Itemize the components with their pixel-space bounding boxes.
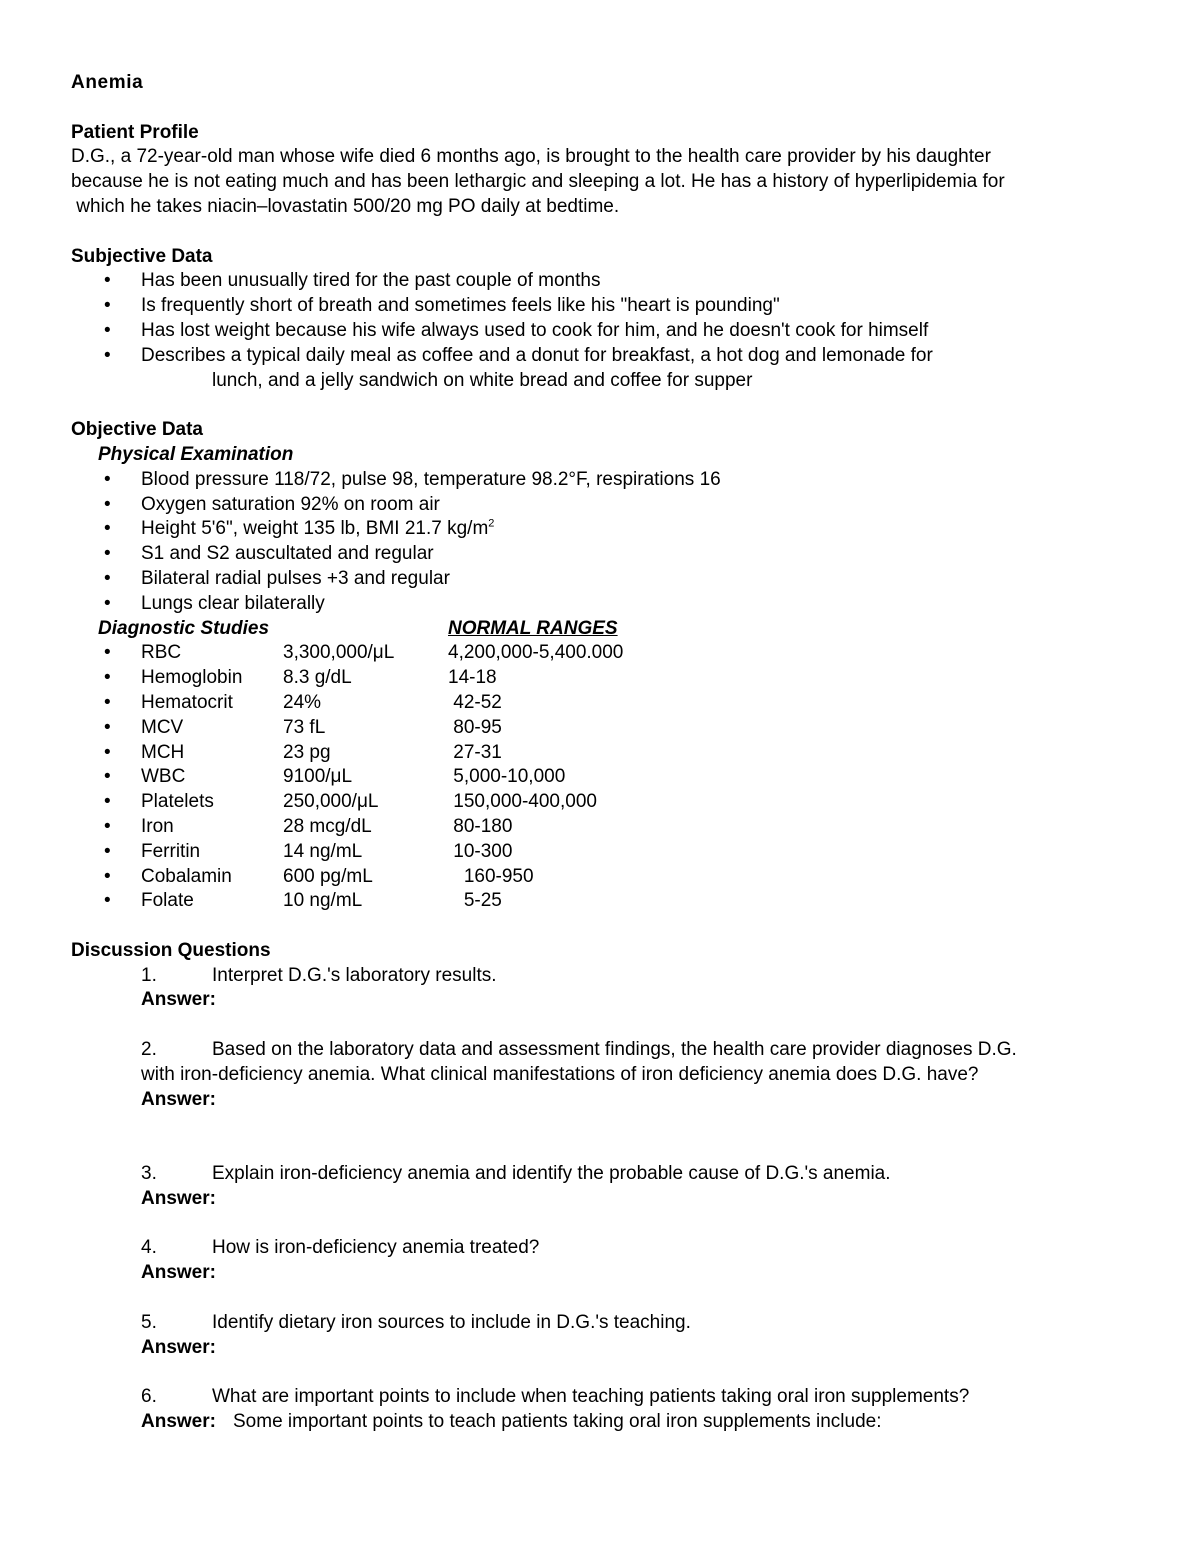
list-item xyxy=(71,344,1141,369)
question-number: 1. xyxy=(141,964,157,986)
answer-row xyxy=(71,1261,1141,1286)
question-text: Interpret D.G.'s laboratory results. xyxy=(212,964,497,986)
bullet: • xyxy=(104,815,111,837)
document-title: Anemia xyxy=(71,72,144,93)
answer-label: Answer: xyxy=(141,1411,216,1433)
lab-test-name: Ferritin xyxy=(141,840,201,862)
discussion-questions-list xyxy=(71,964,1141,1435)
lab-normal-range: 27-31 xyxy=(448,741,502,763)
lab-test-value: 23 pg xyxy=(283,741,331,763)
bullet: • xyxy=(104,493,111,515)
question-text-continuation: with iron-deficiency anemia. What clinical manifestations of iron deficiency anemia does D.G. have? xyxy=(141,1063,979,1085)
lab-normal-range: 160-950 xyxy=(448,865,534,887)
bullet: • xyxy=(104,518,111,540)
physical-item-bmi xyxy=(141,517,494,542)
patient-profile-line: because he is not eating much and has been lethargic and sleeping a lot. He has a history of hyperlipidemia for xyxy=(71,171,1005,193)
table-row xyxy=(71,840,1141,865)
normal-ranges-heading: NORMAL RANGES xyxy=(448,617,618,639)
lab-results-table xyxy=(71,641,1141,914)
bullet: • xyxy=(104,840,111,862)
bullet: • xyxy=(104,592,111,614)
lab-test-name: Hemoglobin xyxy=(141,667,243,689)
lab-normal-range: 150,000-400,000 xyxy=(448,791,597,813)
answer-label: Answer: xyxy=(141,1088,216,1110)
lab-normal-range: 4,200,000-5,400.000 xyxy=(448,642,624,664)
bullet: • xyxy=(104,543,111,565)
bullet: • xyxy=(104,295,111,317)
table-row xyxy=(71,716,1141,741)
question-row xyxy=(71,964,1141,989)
subjective-item-continuation: lunch, and a jelly sandwich on white bread and coffee for supper xyxy=(212,369,753,391)
list-item xyxy=(71,567,1141,592)
table-row xyxy=(71,815,1141,840)
document-page xyxy=(71,71,1141,1435)
physical-item: S1 and S2 auscultated and regular xyxy=(141,543,434,565)
question-number: 2. xyxy=(141,1039,157,1061)
bullet: • xyxy=(104,667,111,689)
physical-item: Lungs clear bilaterally xyxy=(141,592,325,614)
answer-label: Answer: xyxy=(141,989,216,1011)
subjective-item: Is frequently short of breath and sometimes feels like his "heart is pounding" xyxy=(141,295,780,317)
bullet: • xyxy=(104,270,111,292)
table-row xyxy=(71,741,1141,766)
subjective-data-heading: Subjective Data xyxy=(71,245,213,267)
lab-test-name: Cobalamin xyxy=(141,865,232,887)
lab-normal-range: 42-52 xyxy=(448,691,502,713)
answer-row xyxy=(71,988,1141,1013)
table-row xyxy=(71,666,1141,691)
lab-test-value: 24% xyxy=(283,691,322,713)
question-number: 5. xyxy=(141,1311,157,1333)
bmi-superscript: 2 xyxy=(488,518,495,531)
patient-profile-line: D.G., a 72-year-old man whose wife died 6 months ago, is brought to the health care provider by his daughter xyxy=(71,146,991,168)
lab-test-name: Platelets xyxy=(141,791,214,813)
list-item xyxy=(71,517,1141,542)
lab-test-name: MCH xyxy=(141,741,185,763)
answer-row xyxy=(71,1410,1141,1435)
question-text: Based on the laboratory data and assessment findings, the health care provider diagnoses D.G. xyxy=(212,1039,1017,1061)
answer-label: Answer: xyxy=(141,1336,216,1358)
lab-test-value: 250,000/μL xyxy=(283,791,379,813)
lab-normal-range: 80-180 xyxy=(448,815,513,837)
lab-test-value: 28 mcg/dL xyxy=(283,815,372,837)
answer-label: Answer: xyxy=(141,1187,216,1209)
table-row xyxy=(71,691,1141,716)
patient-profile-heading: Patient Profile xyxy=(71,121,199,143)
lab-normal-range: 10-300 xyxy=(448,840,513,862)
bullet: • xyxy=(104,344,111,366)
list-item xyxy=(71,294,1141,319)
diagnostic-studies-header-row xyxy=(71,617,1141,642)
question-number: 4. xyxy=(141,1237,157,1259)
answer-row xyxy=(71,1187,1141,1212)
discussion-questions-heading: Discussion Questions xyxy=(71,939,271,961)
bullet: • xyxy=(104,766,111,788)
table-row xyxy=(71,790,1141,815)
question-text: How is iron-deficiency anemia treated? xyxy=(212,1237,540,1259)
bullet: • xyxy=(104,791,111,813)
lab-test-value: 600 pg/mL xyxy=(283,865,373,887)
question-number: 3. xyxy=(141,1163,157,1185)
answer-text: Some important points to teach patients taking oral iron supplements include: xyxy=(233,1411,882,1433)
physical-examination-heading: Physical Examination xyxy=(98,443,294,465)
objective-data-heading: Objective Data xyxy=(71,419,203,441)
bullet: • xyxy=(104,567,111,589)
table-row xyxy=(71,889,1141,914)
diagnostic-studies-heading: Diagnostic Studies xyxy=(98,617,270,639)
question-text: What are important points to include when teaching patients taking oral iron supplements? xyxy=(212,1386,970,1408)
answer-row xyxy=(71,1088,1141,1113)
lab-test-value: 3,300,000/μL xyxy=(283,642,395,664)
bullet: • xyxy=(104,319,111,341)
lab-test-name: Iron xyxy=(141,815,174,837)
physical-item: Bilateral radial pulses +3 and regular xyxy=(141,567,450,589)
bullet: • xyxy=(104,642,111,664)
list-item xyxy=(71,468,1141,493)
question-row xyxy=(71,1038,1141,1063)
physical-item: Oxygen saturation 92% on room air xyxy=(141,493,440,515)
physical-item: Blood pressure 118/72, pulse 98, temperature 98.2°F, respirations 16 xyxy=(141,468,721,490)
question-text: Identify dietary iron sources to include in D.G.'s teaching. xyxy=(212,1311,691,1333)
physical-item: Height 5'6", weight 135 lb, BMI 21.7 kg/m xyxy=(141,518,489,540)
list-item xyxy=(71,542,1141,567)
lab-test-value: 14 ng/mL xyxy=(283,840,363,862)
lab-test-value: 73 fL xyxy=(283,716,326,738)
question-row xyxy=(71,1311,1141,1336)
list-item-continuation xyxy=(71,369,1141,394)
question-continuation-row xyxy=(71,1063,1141,1088)
lab-test-name: MCV xyxy=(141,716,184,738)
lab-test-name: Folate xyxy=(141,890,194,912)
answer-row xyxy=(71,1336,1141,1361)
question-row xyxy=(71,1236,1141,1261)
subjective-item: Has lost weight because his wife always used to cook for him, and he doesn't cook for himself xyxy=(141,319,929,341)
lab-normal-range: 80-95 xyxy=(448,716,502,738)
question-row xyxy=(71,1385,1141,1410)
lab-test-name: Hematocrit xyxy=(141,691,233,713)
lab-test-value: 9100/μL xyxy=(283,766,353,788)
patient-profile-line: which he takes niacin–lovastatin 500/20 mg PO daily at bedtime. xyxy=(71,195,620,217)
subjective-item: Has been unusually tired for the past couple of months xyxy=(141,270,601,292)
list-item xyxy=(71,319,1141,344)
list-item xyxy=(71,493,1141,518)
question-text: Explain iron-deficiency anemia and identify the probable cause of D.G.'s anemia. xyxy=(212,1163,891,1185)
lab-test-name: WBC xyxy=(141,766,186,788)
bullet: • xyxy=(104,890,111,912)
lab-normal-range: 14-18 xyxy=(448,667,497,689)
question-row xyxy=(71,1162,1141,1187)
list-item xyxy=(71,592,1141,617)
table-row xyxy=(71,865,1141,890)
bullet: • xyxy=(104,741,111,763)
lab-test-name: RBC xyxy=(141,642,182,664)
bullet: • xyxy=(104,468,111,490)
table-row xyxy=(71,641,1141,666)
answer-label: Answer: xyxy=(141,1262,216,1284)
list-item xyxy=(71,269,1141,294)
subjective-item: Describes a typical daily meal as coffee and a donut for breakfast, a hot dog and lemonade for xyxy=(141,344,933,366)
lab-test-value: 10 ng/mL xyxy=(283,890,363,912)
bullet: • xyxy=(104,865,111,887)
question-number: 6. xyxy=(141,1386,157,1408)
lab-normal-range: 5-25 xyxy=(448,890,502,912)
lab-normal-range: 5,000-10,000 xyxy=(448,766,566,788)
bullet: • xyxy=(104,691,111,713)
bullet: • xyxy=(104,716,111,738)
lab-test-value: 8.3 g/dL xyxy=(283,667,352,689)
table-row xyxy=(71,765,1141,790)
